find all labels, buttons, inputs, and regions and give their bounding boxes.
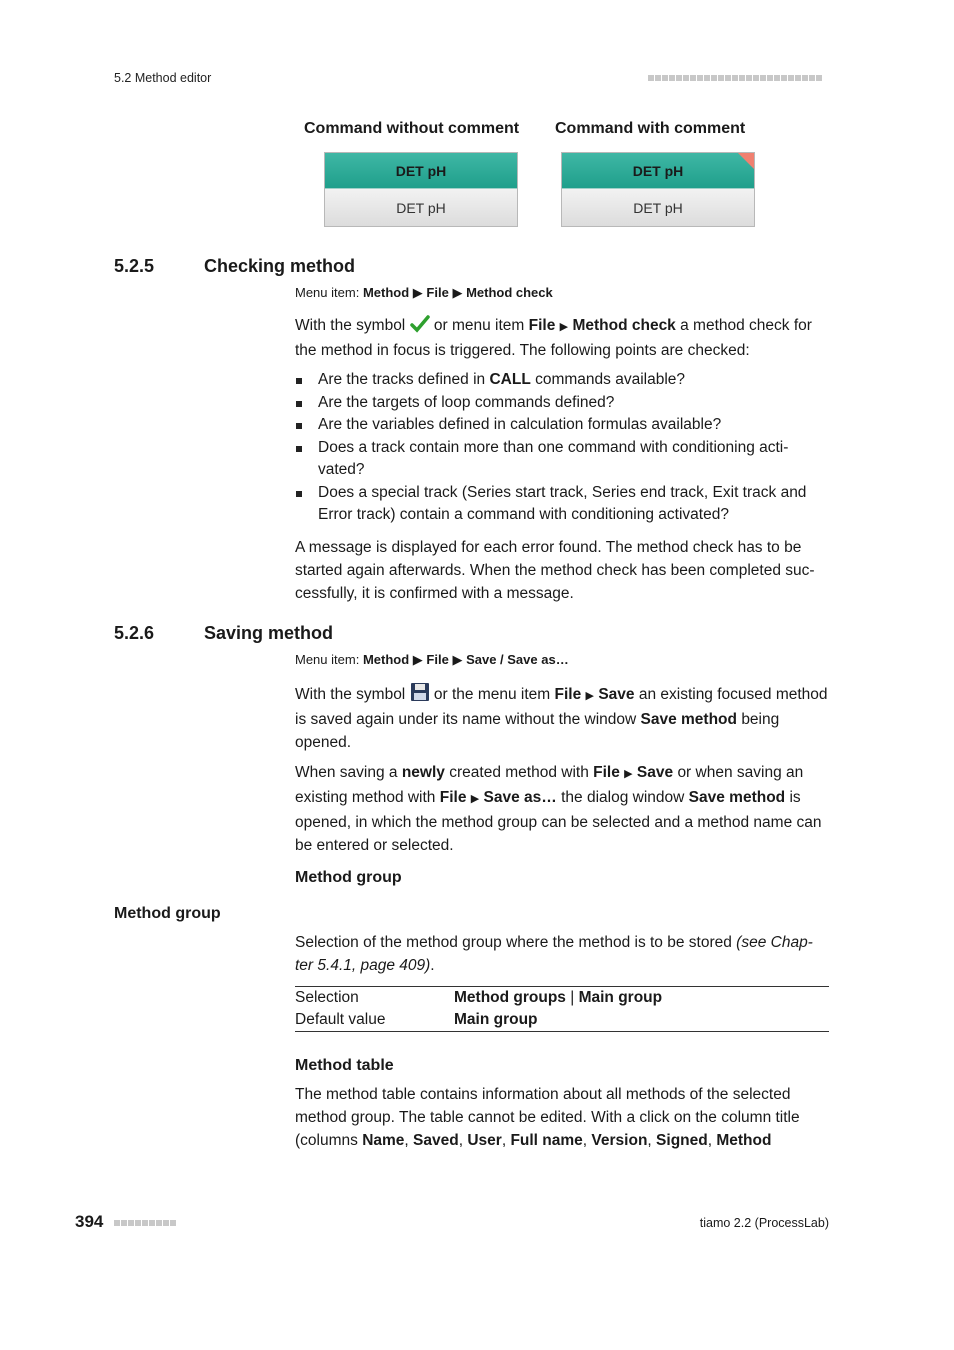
triangle-right-icon: ▶ xyxy=(452,285,463,300)
paragraph-check-intro: With the symbol or menu item File ▶ Method check a method check for the method in focus is triggered. The following points are checked: xyxy=(295,317,812,359)
command-box-label: DET pH xyxy=(562,188,754,226)
section-title: Saving method xyxy=(204,623,334,643)
command-box-label: DET pH xyxy=(325,188,517,226)
paragraph-method-group: Selection of the method group where the method is to be stored (see Chap-ter 5.4.1, page 409). xyxy=(295,934,813,974)
floppy-disk-icon xyxy=(410,682,430,702)
list-item: Does a track contain more than one command with conditioning acti-vated? xyxy=(295,437,830,482)
table-row xyxy=(295,987,829,1010)
section-title: Checking method xyxy=(204,256,356,276)
list-item: Are the variables defined in calculation formulas available? xyxy=(295,414,830,437)
list-item: Does a special track (Series start track, Series end track, Exit track and Error track) contain a command with conditioning activated? xyxy=(295,482,830,527)
footer-product: tiamo 2.2 (ProcessLab) xyxy=(699,1216,829,1230)
command-box-name: DET pH xyxy=(632,162,684,179)
paragraph-save-intro: With the symbol or the menu item File ▶ Save an existing focused method is saved again under its name without the window Save method being opened. xyxy=(295,682,830,754)
command-box-with-comment xyxy=(561,152,755,227)
check-list xyxy=(295,369,830,527)
header-decoration xyxy=(648,75,822,81)
method-group-parameter-table xyxy=(295,986,829,1032)
table-cell: Selection xyxy=(295,989,359,1006)
comment-marker-icon xyxy=(738,153,754,169)
subheading-method-group: Method group xyxy=(295,869,402,886)
paragraph-save-dialog: When saving a newly created method with File ▶ Save or when saving an existing method with File ▶ Save as… the dialog window Save method is opened, in which the method group can be selected and a method name can be entered or selected. xyxy=(295,764,822,854)
list-item: Are the tracks defined in CALL commands available? xyxy=(295,369,830,392)
section-number: 5.2.5 xyxy=(114,256,155,276)
page-number: 394 xyxy=(75,1212,104,1231)
paragraph-check-closing: A message is displayed for each error found. The method check has to be started again afterwards. When the method check has been completed suc-cessfully, it is confirmed with a message. xyxy=(295,539,815,602)
margin-heading-method-group: Method group xyxy=(114,905,221,922)
triangle-right-icon: ▶ xyxy=(412,652,423,667)
list-item: Are the targets of loop commands defined? xyxy=(295,392,830,415)
subheading-method-table: Method table xyxy=(295,1057,394,1074)
footer-decoration xyxy=(114,1220,176,1226)
triangle-right-icon: ▶ xyxy=(452,652,463,667)
table-cell: Method groups | Main group xyxy=(454,989,663,1006)
command-box-name: DET pH xyxy=(325,153,517,188)
table-row xyxy=(295,1009,829,1032)
paragraph-method-table: The method table contains information about all methods of the selected method group. The table cannot be edited. With a click on the column title (columns Name, Saved, User, Full name, Version, Signed, Method xyxy=(295,1086,800,1149)
triangle-right-icon: ▶ xyxy=(412,285,423,300)
menu-path: Menu item: Method ▶ File ▶ Save / Save as… xyxy=(295,652,569,667)
running-header-section: 5.2 Method editor xyxy=(114,71,212,85)
checkmark-icon xyxy=(410,315,430,333)
command-without-comment-title: Command without comment xyxy=(304,120,520,137)
section-number: 5.2.6 xyxy=(114,623,155,643)
menu-path: Menu item: Method ▶ File ▶ Method check xyxy=(295,285,553,300)
command-box-without-comment xyxy=(324,152,518,227)
table-cell: Default value xyxy=(295,1011,386,1028)
table-cell: Main group xyxy=(454,1011,538,1028)
command-with-comment-title: Command with comment xyxy=(555,120,746,137)
